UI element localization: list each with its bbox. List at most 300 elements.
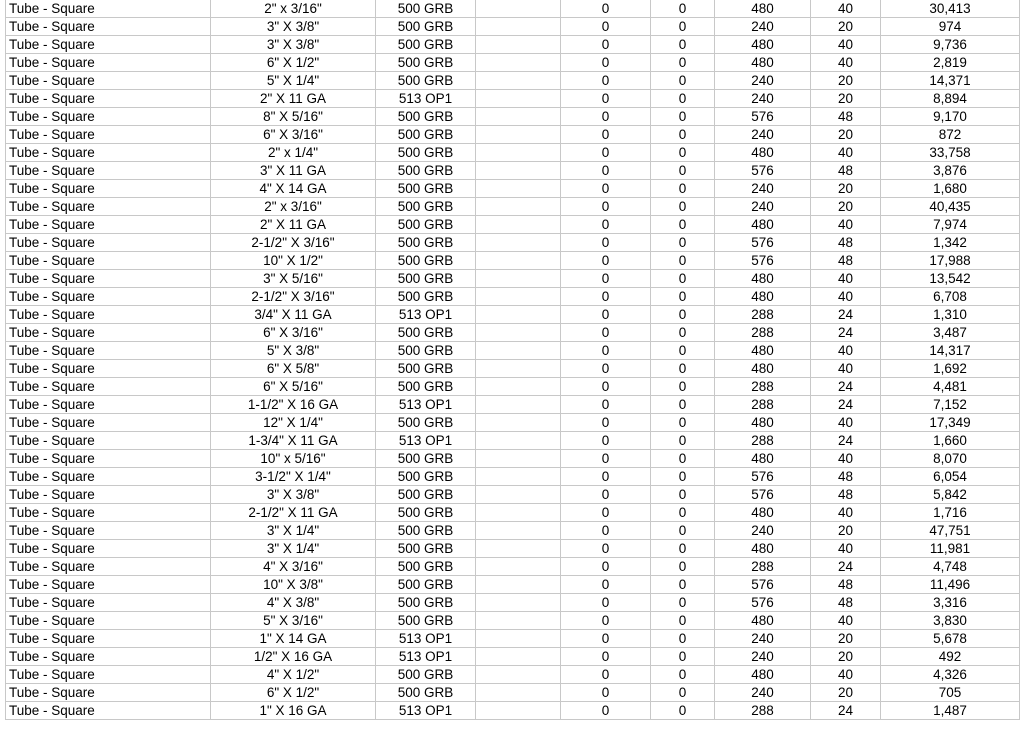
cell-empty[interactable]	[476, 306, 561, 324]
cell-qty-b[interactable]: 0	[651, 504, 715, 522]
cell-empty[interactable]	[476, 216, 561, 234]
cell-size[interactable]: 3" X 3/8"	[211, 18, 376, 36]
cell-total[interactable]: 3,876	[881, 162, 1020, 180]
cell-total[interactable]: 14,317	[881, 342, 1020, 360]
cell-qty-b[interactable]: 0	[651, 288, 715, 306]
cell-empty[interactable]	[476, 396, 561, 414]
cell-grade[interactable]: 513 OP1	[376, 702, 476, 720]
cell-size[interactable]: 6" X 1/2"	[211, 684, 376, 702]
cell-qty-a[interactable]: 0	[561, 18, 651, 36]
cell-pieces[interactable]: 20	[811, 630, 881, 648]
cell-total[interactable]: 3,316	[881, 594, 1020, 612]
cell-qty-b[interactable]: 0	[651, 198, 715, 216]
cell-total[interactable]: 7,974	[881, 216, 1020, 234]
cell-total[interactable]: 11,496	[881, 576, 1020, 594]
cell-total[interactable]: 6,054	[881, 468, 1020, 486]
cell-pieces[interactable]: 24	[811, 306, 881, 324]
cell-length[interactable]: 288	[715, 396, 811, 414]
cell-qty-b[interactable]: 0	[651, 72, 715, 90]
cell-qty-a[interactable]: 0	[561, 684, 651, 702]
cell-product-type[interactable]: Tube - Square	[6, 108, 211, 126]
cell-size[interactable]: 2" x 3/16"	[211, 0, 376, 18]
cell-qty-a[interactable]: 0	[561, 396, 651, 414]
cell-size[interactable]: 5" X 1/4"	[211, 72, 376, 90]
cell-size[interactable]: 2-1/2" X 3/16"	[211, 288, 376, 306]
cell-grade[interactable]: 500 GRB	[376, 216, 476, 234]
cell-qty-b[interactable]: 0	[651, 180, 715, 198]
cell-qty-b[interactable]: 0	[651, 702, 715, 720]
cell-qty-b[interactable]: 0	[651, 378, 715, 396]
cell-qty-a[interactable]: 0	[561, 486, 651, 504]
cell-pieces[interactable]: 40	[811, 450, 881, 468]
cell-grade[interactable]: 500 GRB	[376, 36, 476, 54]
cell-empty[interactable]	[476, 198, 561, 216]
cell-total[interactable]: 492	[881, 648, 1020, 666]
cell-length[interactable]: 480	[715, 504, 811, 522]
cell-product-type[interactable]: Tube - Square	[6, 558, 211, 576]
cell-grade[interactable]: 513 OP1	[376, 432, 476, 450]
cell-grade[interactable]: 500 GRB	[376, 234, 476, 252]
cell-product-type[interactable]: Tube - Square	[6, 144, 211, 162]
cell-pieces[interactable]: 40	[811, 288, 881, 306]
cell-product-type[interactable]: Tube - Square	[6, 540, 211, 558]
cell-qty-a[interactable]: 0	[561, 72, 651, 90]
cell-size[interactable]: 2" X 11 GA	[211, 90, 376, 108]
cell-size[interactable]: 2-1/2" X 11 GA	[211, 504, 376, 522]
cell-qty-a[interactable]: 0	[561, 360, 651, 378]
cell-qty-b[interactable]: 0	[651, 306, 715, 324]
cell-product-type[interactable]: Tube - Square	[6, 18, 211, 36]
cell-empty[interactable]	[476, 252, 561, 270]
cell-pieces[interactable]: 40	[811, 216, 881, 234]
cell-qty-a[interactable]: 0	[561, 504, 651, 522]
cell-length[interactable]: 576	[715, 234, 811, 252]
cell-qty-b[interactable]: 0	[651, 216, 715, 234]
cell-total[interactable]: 1,716	[881, 504, 1020, 522]
cell-length[interactable]: 240	[715, 648, 811, 666]
cell-qty-b[interactable]: 0	[651, 576, 715, 594]
cell-length[interactable]: 480	[715, 0, 811, 18]
cell-grade[interactable]: 500 GRB	[376, 504, 476, 522]
cell-grade[interactable]: 500 GRB	[376, 684, 476, 702]
cell-size[interactable]: 4" X 3/16"	[211, 558, 376, 576]
cell-pieces[interactable]: 20	[811, 180, 881, 198]
cell-grade[interactable]: 513 OP1	[376, 90, 476, 108]
cell-grade[interactable]: 500 GRB	[376, 144, 476, 162]
cell-product-type[interactable]: Tube - Square	[6, 522, 211, 540]
cell-total[interactable]: 4,748	[881, 558, 1020, 576]
cell-empty[interactable]	[476, 414, 561, 432]
cell-size[interactable]: 2" x 1/4"	[211, 144, 376, 162]
cell-total[interactable]: 9,170	[881, 108, 1020, 126]
cell-total[interactable]: 40,435	[881, 198, 1020, 216]
cell-size[interactable]: 2" X 11 GA	[211, 216, 376, 234]
cell-qty-b[interactable]: 0	[651, 126, 715, 144]
cell-size[interactable]: 6" X 3/16"	[211, 324, 376, 342]
cell-total[interactable]: 1,660	[881, 432, 1020, 450]
cell-product-type[interactable]: Tube - Square	[6, 450, 211, 468]
cell-qty-b[interactable]: 0	[651, 360, 715, 378]
cell-product-type[interactable]: Tube - Square	[6, 612, 211, 630]
cell-size[interactable]: 2-1/2" X 3/16"	[211, 234, 376, 252]
cell-product-type[interactable]: Tube - Square	[6, 252, 211, 270]
cell-qty-b[interactable]: 0	[651, 414, 715, 432]
cell-empty[interactable]	[476, 576, 561, 594]
cell-empty[interactable]	[476, 270, 561, 288]
cell-size[interactable]: 2" x 3/16"	[211, 198, 376, 216]
cell-grade[interactable]: 500 GRB	[376, 180, 476, 198]
cell-pieces[interactable]: 40	[811, 360, 881, 378]
cell-pieces[interactable]: 40	[811, 414, 881, 432]
cell-pieces[interactable]: 24	[811, 324, 881, 342]
cell-qty-a[interactable]: 0	[561, 648, 651, 666]
cell-qty-b[interactable]: 0	[651, 666, 715, 684]
cell-qty-a[interactable]: 0	[561, 90, 651, 108]
cell-pieces[interactable]: 40	[811, 0, 881, 18]
cell-grade[interactable]: 500 GRB	[376, 414, 476, 432]
cell-size[interactable]: 5" X 3/16"	[211, 612, 376, 630]
cell-grade[interactable]: 500 GRB	[376, 198, 476, 216]
cell-total[interactable]: 1,692	[881, 360, 1020, 378]
cell-pieces[interactable]: 24	[811, 396, 881, 414]
cell-qty-b[interactable]: 0	[651, 558, 715, 576]
cell-qty-b[interactable]: 0	[651, 324, 715, 342]
cell-total[interactable]: 1,680	[881, 180, 1020, 198]
cell-size[interactable]: 3" X 1/4"	[211, 540, 376, 558]
cell-product-type[interactable]: Tube - Square	[6, 594, 211, 612]
cell-size[interactable]: 10" X 1/2"	[211, 252, 376, 270]
cell-length[interactable]: 480	[715, 666, 811, 684]
cell-pieces[interactable]: 20	[811, 90, 881, 108]
cell-empty[interactable]	[476, 180, 561, 198]
cell-grade[interactable]: 500 GRB	[376, 666, 476, 684]
cell-size[interactable]: 6" X 5/8"	[211, 360, 376, 378]
cell-grade[interactable]: 500 GRB	[376, 0, 476, 18]
cell-size[interactable]: 1" X 14 GA	[211, 630, 376, 648]
cell-empty[interactable]	[476, 342, 561, 360]
cell-empty[interactable]	[476, 108, 561, 126]
cell-pieces[interactable]: 40	[811, 612, 881, 630]
cell-qty-b[interactable]: 0	[651, 54, 715, 72]
cell-product-type[interactable]: Tube - Square	[6, 90, 211, 108]
cell-qty-a[interactable]: 0	[561, 594, 651, 612]
cell-qty-b[interactable]: 0	[651, 486, 715, 504]
cell-empty[interactable]	[476, 540, 561, 558]
cell-length[interactable]: 240	[715, 684, 811, 702]
cell-empty[interactable]	[476, 90, 561, 108]
cell-qty-b[interactable]: 0	[651, 144, 715, 162]
cell-size[interactable]: 1/2" X 16 GA	[211, 648, 376, 666]
cell-length[interactable]: 480	[715, 270, 811, 288]
cell-qty-b[interactable]: 0	[651, 540, 715, 558]
cell-total[interactable]: 705	[881, 684, 1020, 702]
cell-size[interactable]: 1-3/4" X 11 GA	[211, 432, 376, 450]
cell-empty[interactable]	[476, 468, 561, 486]
cell-total[interactable]: 11,981	[881, 540, 1020, 558]
cell-qty-a[interactable]: 0	[561, 54, 651, 72]
cell-total[interactable]: 1,342	[881, 234, 1020, 252]
cell-qty-a[interactable]: 0	[561, 306, 651, 324]
cell-product-type[interactable]: Tube - Square	[6, 288, 211, 306]
cell-qty-a[interactable]: 0	[561, 414, 651, 432]
cell-empty[interactable]	[476, 288, 561, 306]
cell-size[interactable]: 3" X 3/8"	[211, 36, 376, 54]
cell-qty-a[interactable]: 0	[561, 522, 651, 540]
cell-length[interactable]: 576	[715, 486, 811, 504]
cell-length[interactable]: 576	[715, 468, 811, 486]
cell-qty-b[interactable]: 0	[651, 468, 715, 486]
cell-qty-a[interactable]: 0	[561, 576, 651, 594]
cell-length[interactable]: 240	[715, 72, 811, 90]
cell-size[interactable]: 3-1/2" X 1/4"	[211, 468, 376, 486]
cell-product-type[interactable]: Tube - Square	[6, 396, 211, 414]
cell-qty-a[interactable]: 0	[561, 108, 651, 126]
cell-length[interactable]: 480	[715, 612, 811, 630]
cell-product-type[interactable]: Tube - Square	[6, 180, 211, 198]
cell-pieces[interactable]: 48	[811, 108, 881, 126]
cell-empty[interactable]	[476, 558, 561, 576]
cell-length[interactable]: 240	[715, 198, 811, 216]
cell-size[interactable]: 8" X 5/16"	[211, 108, 376, 126]
cell-total[interactable]: 17,349	[881, 414, 1020, 432]
cell-length[interactable]: 576	[715, 594, 811, 612]
cell-length[interactable]: 480	[715, 414, 811, 432]
cell-length[interactable]: 288	[715, 432, 811, 450]
cell-pieces[interactable]: 20	[811, 18, 881, 36]
cell-qty-a[interactable]: 0	[561, 450, 651, 468]
cell-total[interactable]: 5,842	[881, 486, 1020, 504]
cell-pieces[interactable]: 48	[811, 234, 881, 252]
cell-length[interactable]: 480	[715, 144, 811, 162]
cell-grade[interactable]: 500 GRB	[376, 324, 476, 342]
cell-total[interactable]: 13,542	[881, 270, 1020, 288]
cell-qty-a[interactable]: 0	[561, 378, 651, 396]
cell-product-type[interactable]: Tube - Square	[6, 414, 211, 432]
cell-qty-b[interactable]: 0	[651, 252, 715, 270]
cell-size[interactable]: 10" X 3/8"	[211, 576, 376, 594]
cell-qty-a[interactable]: 0	[561, 36, 651, 54]
cell-length[interactable]: 480	[715, 288, 811, 306]
cell-product-type[interactable]: Tube - Square	[6, 648, 211, 666]
cell-grade[interactable]: 500 GRB	[376, 378, 476, 396]
cell-product-type[interactable]: Tube - Square	[6, 360, 211, 378]
cell-pieces[interactable]: 40	[811, 342, 881, 360]
cell-length[interactable]: 288	[715, 324, 811, 342]
cell-product-type[interactable]: Tube - Square	[6, 684, 211, 702]
cell-product-type[interactable]: Tube - Square	[6, 504, 211, 522]
cell-size[interactable]: 3" X 11 GA	[211, 162, 376, 180]
cell-total[interactable]: 5,678	[881, 630, 1020, 648]
cell-pieces[interactable]: 40	[811, 540, 881, 558]
cell-empty[interactable]	[476, 36, 561, 54]
cell-product-type[interactable]: Tube - Square	[6, 270, 211, 288]
cell-grade[interactable]: 513 OP1	[376, 396, 476, 414]
cell-empty[interactable]	[476, 522, 561, 540]
cell-qty-b[interactable]: 0	[651, 450, 715, 468]
cell-product-type[interactable]: Tube - Square	[6, 72, 211, 90]
cell-total[interactable]: 1,487	[881, 702, 1020, 720]
cell-total[interactable]: 3,830	[881, 612, 1020, 630]
cell-empty[interactable]	[476, 0, 561, 18]
cell-product-type[interactable]: Tube - Square	[6, 342, 211, 360]
cell-qty-a[interactable]: 0	[561, 558, 651, 576]
cell-length[interactable]: 240	[715, 18, 811, 36]
cell-empty[interactable]	[476, 378, 561, 396]
cell-qty-a[interactable]: 0	[561, 126, 651, 144]
cell-empty[interactable]	[476, 666, 561, 684]
cell-length[interactable]: 576	[715, 108, 811, 126]
cell-grade[interactable]: 500 GRB	[376, 270, 476, 288]
cell-qty-b[interactable]: 0	[651, 522, 715, 540]
cell-grade[interactable]: 500 GRB	[376, 540, 476, 558]
cell-product-type[interactable]: Tube - Square	[6, 630, 211, 648]
cell-pieces[interactable]: 20	[811, 72, 881, 90]
cell-total[interactable]: 3,487	[881, 324, 1020, 342]
cell-length[interactable]: 480	[715, 342, 811, 360]
cell-product-type[interactable]: Tube - Square	[6, 234, 211, 252]
cell-grade[interactable]: 500 GRB	[376, 468, 476, 486]
cell-total[interactable]: 4,481	[881, 378, 1020, 396]
cell-pieces[interactable]: 40	[811, 270, 881, 288]
cell-product-type[interactable]: Tube - Square	[6, 162, 211, 180]
cell-product-type[interactable]: Tube - Square	[6, 126, 211, 144]
cell-qty-a[interactable]: 0	[561, 702, 651, 720]
cell-product-type[interactable]: Tube - Square	[6, 576, 211, 594]
cell-empty[interactable]	[476, 594, 561, 612]
cell-pieces[interactable]: 40	[811, 666, 881, 684]
cell-length[interactable]: 288	[715, 558, 811, 576]
cell-pieces[interactable]: 48	[811, 576, 881, 594]
cell-total[interactable]: 872	[881, 126, 1020, 144]
cell-grade[interactable]: 500 GRB	[376, 288, 476, 306]
cell-length[interactable]: 288	[715, 378, 811, 396]
cell-pieces[interactable]: 48	[811, 468, 881, 486]
cell-qty-b[interactable]: 0	[651, 396, 715, 414]
cell-product-type[interactable]: Tube - Square	[6, 198, 211, 216]
cell-grade[interactable]: 500 GRB	[376, 108, 476, 126]
cell-qty-a[interactable]: 0	[561, 252, 651, 270]
cell-length[interactable]: 576	[715, 576, 811, 594]
cell-pieces[interactable]: 20	[811, 648, 881, 666]
cell-qty-a[interactable]: 0	[561, 288, 651, 306]
cell-pieces[interactable]: 40	[811, 144, 881, 162]
cell-length[interactable]: 240	[715, 630, 811, 648]
cell-grade[interactable]: 500 GRB	[376, 360, 476, 378]
cell-qty-b[interactable]: 0	[651, 594, 715, 612]
cell-grade[interactable]: 500 GRB	[376, 522, 476, 540]
cell-empty[interactable]	[476, 702, 561, 720]
cell-size[interactable]: 6" X 5/16"	[211, 378, 376, 396]
cell-qty-a[interactable]: 0	[561, 630, 651, 648]
cell-empty[interactable]	[476, 432, 561, 450]
cell-qty-b[interactable]: 0	[651, 36, 715, 54]
cell-qty-a[interactable]: 0	[561, 198, 651, 216]
cell-total[interactable]: 6,708	[881, 288, 1020, 306]
cell-qty-a[interactable]: 0	[561, 162, 651, 180]
cell-size[interactable]: 4" X 14 GA	[211, 180, 376, 198]
cell-product-type[interactable]: Tube - Square	[6, 702, 211, 720]
cell-length[interactable]: 576	[715, 252, 811, 270]
cell-empty[interactable]	[476, 324, 561, 342]
cell-pieces[interactable]: 40	[811, 504, 881, 522]
cell-length[interactable]: 240	[715, 126, 811, 144]
cell-total[interactable]: 17,988	[881, 252, 1020, 270]
cell-product-type[interactable]: Tube - Square	[6, 666, 211, 684]
cell-empty[interactable]	[476, 54, 561, 72]
cell-total[interactable]: 8,070	[881, 450, 1020, 468]
cell-empty[interactable]	[476, 648, 561, 666]
cell-length[interactable]: 480	[715, 216, 811, 234]
cell-pieces[interactable]: 24	[811, 558, 881, 576]
cell-total[interactable]: 47,751	[881, 522, 1020, 540]
cell-qty-a[interactable]: 0	[561, 432, 651, 450]
cell-empty[interactable]	[476, 612, 561, 630]
cell-empty[interactable]	[476, 360, 561, 378]
cell-length[interactable]: 288	[715, 306, 811, 324]
cell-product-type[interactable]: Tube - Square	[6, 306, 211, 324]
cell-grade[interactable]: 500 GRB	[376, 594, 476, 612]
cell-length[interactable]: 480	[715, 450, 811, 468]
cell-grade[interactable]: 500 GRB	[376, 576, 476, 594]
cell-length[interactable]: 480	[715, 540, 811, 558]
cell-empty[interactable]	[476, 630, 561, 648]
cell-length[interactable]: 240	[715, 522, 811, 540]
cell-empty[interactable]	[476, 486, 561, 504]
cell-qty-a[interactable]: 0	[561, 342, 651, 360]
cell-grade[interactable]: 500 GRB	[376, 342, 476, 360]
cell-total[interactable]: 8,894	[881, 90, 1020, 108]
cell-length[interactable]: 240	[715, 90, 811, 108]
cell-size[interactable]: 3/4" X 11 GA	[211, 306, 376, 324]
cell-length[interactable]: 480	[715, 360, 811, 378]
cell-qty-a[interactable]: 0	[561, 270, 651, 288]
cell-size[interactable]: 10" x 5/16"	[211, 450, 376, 468]
cell-qty-a[interactable]: 0	[561, 180, 651, 198]
cell-qty-a[interactable]: 0	[561, 540, 651, 558]
cell-grade[interactable]: 500 GRB	[376, 558, 476, 576]
cell-total[interactable]: 30,413	[881, 0, 1020, 18]
cell-size[interactable]: 12" X 1/4"	[211, 414, 376, 432]
cell-qty-b[interactable]: 0	[651, 234, 715, 252]
cell-total[interactable]: 7,152	[881, 396, 1020, 414]
cell-pieces[interactable]: 48	[811, 594, 881, 612]
cell-total[interactable]: 33,758	[881, 144, 1020, 162]
cell-total[interactable]: 4,326	[881, 666, 1020, 684]
cell-pieces[interactable]: 48	[811, 486, 881, 504]
cell-qty-a[interactable]: 0	[561, 666, 651, 684]
cell-size[interactable]: 1" X 16 GA	[211, 702, 376, 720]
cell-product-type[interactable]: Tube - Square	[6, 36, 211, 54]
cell-empty[interactable]	[476, 234, 561, 252]
cell-qty-a[interactable]: 0	[561, 0, 651, 18]
cell-empty[interactable]	[476, 126, 561, 144]
cell-empty[interactable]	[476, 18, 561, 36]
cell-grade[interactable]: 500 GRB	[376, 72, 476, 90]
cell-empty[interactable]	[476, 684, 561, 702]
cell-size[interactable]: 3" X 1/4"	[211, 522, 376, 540]
cell-size[interactable]: 1-1/2" X 16 GA	[211, 396, 376, 414]
cell-length[interactable]: 240	[715, 180, 811, 198]
cell-grade[interactable]: 513 OP1	[376, 648, 476, 666]
cell-qty-b[interactable]: 0	[651, 630, 715, 648]
cell-grade[interactable]: 500 GRB	[376, 486, 476, 504]
cell-grade[interactable]: 500 GRB	[376, 126, 476, 144]
cell-qty-b[interactable]: 0	[651, 0, 715, 18]
cell-length[interactable]: 480	[715, 36, 811, 54]
cell-qty-a[interactable]: 0	[561, 234, 651, 252]
cell-pieces[interactable]: 20	[811, 126, 881, 144]
cell-product-type[interactable]: Tube - Square	[6, 0, 211, 18]
